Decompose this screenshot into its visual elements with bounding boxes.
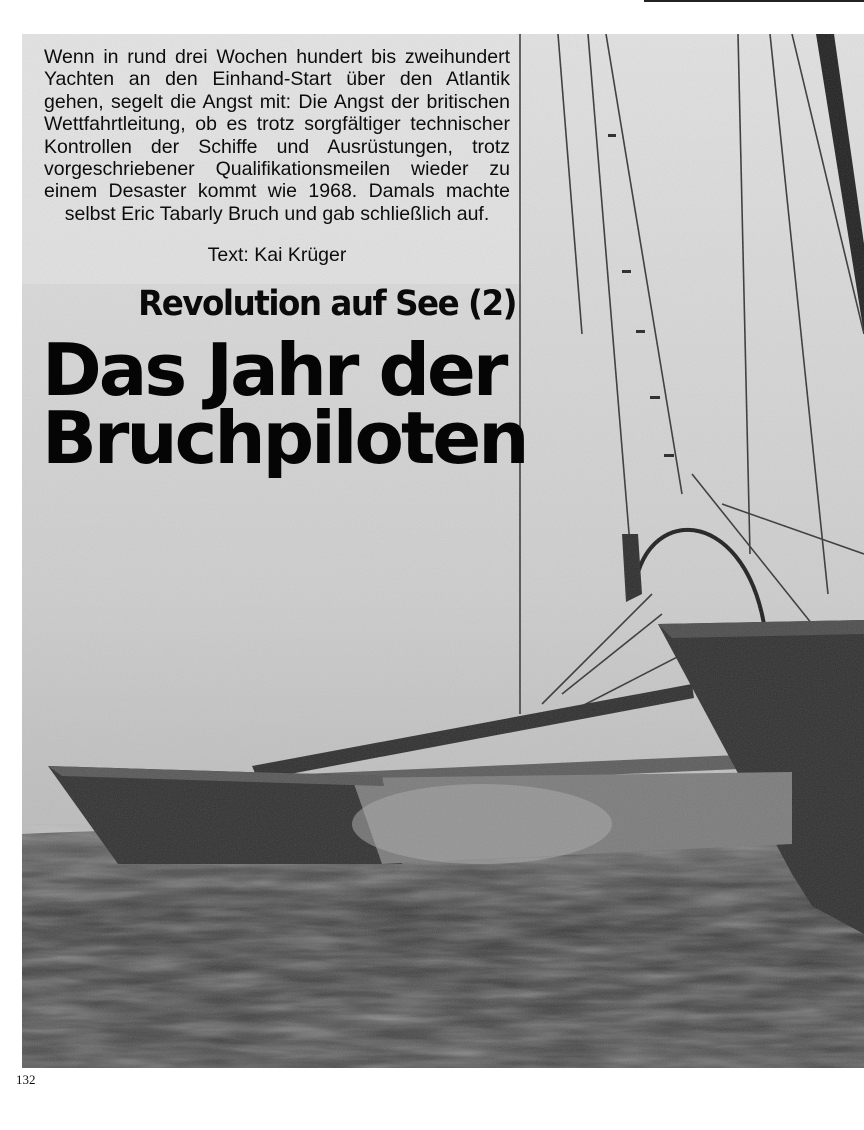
article-kicker: Revolution auf See (2) [138, 284, 516, 324]
page-number: 132 [16, 1072, 36, 1087]
article-intro: Wenn in rund drei Wochen hundert bis zweihundert Yachten an den Einhand-Start über den Atlantik gehen, segelt die Angst mit: Die Angst der britischen Wettfahrtleitung, ob es trotz sorgfältiger technischer Kontrollen der Schiffe und Ausrüstungen, trotz vorgeschriebener Qualifikationsmeilen wieder zu einem Desaster kommt wie 1968. Damals machte selbst Eric Tabarly Bruch und gab schließlich auf. [44, 46, 510, 225]
article-byline: Text: Kai Krüger [207, 244, 347, 266]
headline-line-2: Bruchpiloten [42, 396, 527, 480]
headline-line-1: Das Jahr der [42, 328, 506, 412]
top-rule [644, 0, 864, 2]
article-headline [42, 328, 527, 480]
